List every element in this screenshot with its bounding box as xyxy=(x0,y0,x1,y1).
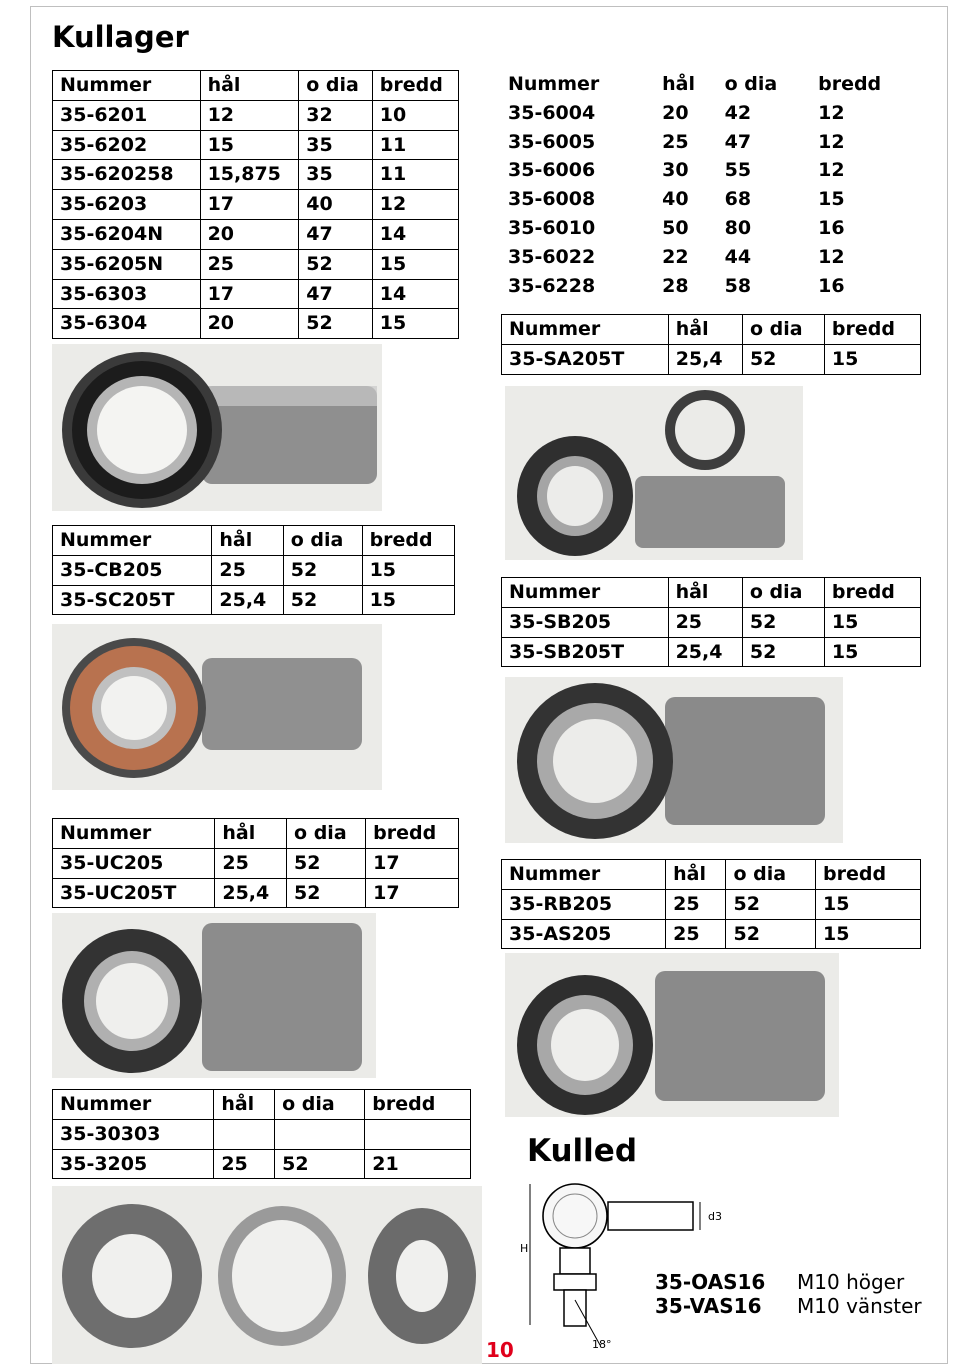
table-row xyxy=(53,100,459,130)
table-cell: 25 xyxy=(212,555,283,585)
table-cell: 35-6203 xyxy=(53,190,201,220)
table-row xyxy=(53,878,459,908)
table-cell: 35-6204N xyxy=(53,219,201,249)
table-cell: 30 xyxy=(662,159,689,182)
table-cell: 25 xyxy=(666,889,726,919)
column-header: Nummer xyxy=(502,315,669,345)
bearing-table-60-series xyxy=(501,70,921,300)
table-cell: 35-30303 xyxy=(53,1119,214,1149)
table-cell: 35-SC205T xyxy=(53,585,212,615)
table-cell: 42 xyxy=(724,101,752,124)
table-cell: 15 xyxy=(372,309,458,339)
table-cell: 35-6004 xyxy=(508,101,596,124)
table-cell: 35-SB205 xyxy=(502,607,669,637)
table-cell: 12 xyxy=(818,245,845,268)
table-cell: 35-6303 xyxy=(53,279,201,309)
table-cell: 35-6006 xyxy=(508,159,596,182)
table-row xyxy=(501,243,921,272)
column-header: bredd xyxy=(824,315,920,345)
table-cell: 52 xyxy=(299,249,373,279)
table-cell: 35 xyxy=(299,160,373,190)
photo-bearing-rb205 xyxy=(505,953,839,1117)
table-cell: 17 xyxy=(200,190,299,220)
bearing-table-uc205 xyxy=(52,818,459,908)
bearing-table-sb205 xyxy=(501,577,921,667)
column-header: o dia xyxy=(724,73,778,95)
table-cell: 35-6228 xyxy=(508,274,596,297)
table-cell: 17 xyxy=(200,279,299,309)
table-header-row xyxy=(502,578,921,608)
column-header: o dia xyxy=(287,819,366,849)
column-header: hål xyxy=(212,526,283,556)
table-row xyxy=(502,889,921,919)
table-cell: 35-UC205 xyxy=(53,848,215,878)
table-cell: 21 xyxy=(365,1149,471,1179)
table-cell: 35-3205 xyxy=(53,1149,214,1179)
column-header: o dia xyxy=(726,860,816,890)
table-cell: 47 xyxy=(299,219,373,249)
table-cell: 32 xyxy=(299,100,373,130)
kulled-title: Kulled xyxy=(527,1133,638,1169)
table-row xyxy=(53,279,459,309)
h-label: H xyxy=(520,1242,529,1255)
table-cell: 15 xyxy=(824,607,920,637)
table-row xyxy=(53,848,459,878)
table-cell: 52 xyxy=(742,607,824,637)
table-cell: 47 xyxy=(299,279,373,309)
table-cell: 50 xyxy=(662,216,689,239)
table-row xyxy=(53,555,455,585)
table-row xyxy=(502,919,921,949)
column-header: hål xyxy=(662,73,695,95)
table-cell: 52 xyxy=(283,585,362,615)
angle-label: 18° xyxy=(592,1338,612,1351)
table-cell: 52 xyxy=(275,1149,365,1179)
table-cell: 25 xyxy=(214,1149,275,1179)
d3-label: d3 xyxy=(708,1210,722,1223)
column-header: bredd xyxy=(818,73,882,95)
column-header: bredd xyxy=(372,71,458,101)
ball-joint-diagram xyxy=(520,1180,730,1355)
table-row xyxy=(53,190,459,220)
table-cell: 22 xyxy=(662,245,689,268)
table-cell: 52 xyxy=(283,555,362,585)
table-cell xyxy=(365,1119,471,1149)
table-header-row xyxy=(53,526,455,556)
table-cell: 15 xyxy=(824,637,920,667)
table-cell: 12 xyxy=(200,100,299,130)
column-header: Nummer xyxy=(502,860,666,890)
table-cell: 15 xyxy=(818,188,845,211)
column-header: o dia xyxy=(275,1090,365,1120)
table-cell: 35-SA205T xyxy=(502,344,669,374)
table-row xyxy=(501,156,921,185)
table-cell: 35-6022 xyxy=(508,245,596,268)
table-row xyxy=(501,214,921,243)
table-cell: 35-620258 xyxy=(53,160,201,190)
table-cell: 35-6205N xyxy=(53,249,201,279)
table-cell: 15 xyxy=(362,585,454,615)
table-cell: 25 xyxy=(668,607,742,637)
bearing-table-cb205 xyxy=(52,525,455,615)
kulled-desc: M10 höger xyxy=(797,1270,905,1294)
table-cell: 20 xyxy=(200,309,299,339)
table-cell: 15 xyxy=(816,919,921,949)
column-header: bredd xyxy=(362,526,454,556)
table-row xyxy=(502,607,921,637)
table-cell: 52 xyxy=(726,919,816,949)
column-header: hål xyxy=(215,819,287,849)
column-header: hål xyxy=(200,71,299,101)
table-header-row xyxy=(53,819,459,849)
table-cell: 25 xyxy=(666,919,726,949)
table-cell: 35-CB205 xyxy=(53,555,212,585)
table-cell: 52 xyxy=(726,889,816,919)
table-cell: 35-6304 xyxy=(53,309,201,339)
column-header: bredd xyxy=(365,1090,471,1120)
table-cell: 11 xyxy=(372,130,458,160)
table-cell: 12 xyxy=(372,190,458,220)
table-cell: 10 xyxy=(372,100,458,130)
bearing-table-tapered xyxy=(52,1089,471,1179)
table-cell: 25,4 xyxy=(215,878,287,908)
column-header: bredd xyxy=(824,578,920,608)
table-header-row xyxy=(53,1090,471,1120)
column-header: Nummer xyxy=(508,73,600,95)
table-cell: 44 xyxy=(724,245,752,268)
table-cell: 52 xyxy=(287,878,366,908)
table-cell: 25 xyxy=(200,249,299,279)
column-header: Nummer xyxy=(53,1090,214,1120)
table-row xyxy=(502,344,921,374)
table-cell: 35-UC205T xyxy=(53,878,215,908)
kulled-row-1 xyxy=(655,1270,904,1294)
table-cell: 15 xyxy=(362,555,454,585)
table-cell: 52 xyxy=(287,848,366,878)
table-cell: 20 xyxy=(662,101,689,124)
table-cell: 15 xyxy=(816,889,921,919)
bearing-table-sa205t xyxy=(501,314,921,375)
table-cell: 17 xyxy=(366,878,459,908)
table-cell: 16 xyxy=(818,216,845,239)
table-cell: 25,4 xyxy=(212,585,283,615)
column-header: bredd xyxy=(366,819,459,849)
table-cell: 25,4 xyxy=(668,637,742,667)
table-cell: 58 xyxy=(724,274,752,297)
table-row xyxy=(53,219,459,249)
column-header: o dia xyxy=(283,526,362,556)
table-cell: 40 xyxy=(299,190,373,220)
table-cell: 14 xyxy=(372,219,458,249)
table-cell: 35-6201 xyxy=(53,100,201,130)
table-cell: 15 xyxy=(200,130,299,160)
table-cell: 68 xyxy=(724,188,752,211)
table-cell: 35-6202 xyxy=(53,130,201,160)
table-cell: 35-6005 xyxy=(508,130,596,153)
column-header: o dia xyxy=(742,315,824,345)
photo-bearing-sb205 xyxy=(505,677,843,843)
table-cell: 25,4 xyxy=(668,344,742,374)
table-header-row xyxy=(501,70,921,99)
table-cell: 52 xyxy=(742,637,824,667)
table-header-row xyxy=(502,860,921,890)
kulled-code: 35-OAS16 xyxy=(655,1270,766,1294)
table-row xyxy=(53,130,459,160)
table-header-row xyxy=(502,315,921,345)
table-cell: 25 xyxy=(662,130,689,153)
photo-bearing-sa205t xyxy=(505,386,803,560)
column-header: hål xyxy=(214,1090,275,1120)
table-row xyxy=(501,185,921,214)
table-header-row xyxy=(53,71,459,101)
table-cell: 11 xyxy=(372,160,458,190)
table-cell: 80 xyxy=(724,216,752,239)
bearing-table-rb205 xyxy=(501,859,921,949)
table-cell: 12 xyxy=(818,159,845,182)
table-row xyxy=(501,99,921,128)
photo-tapered-bearing xyxy=(52,1186,482,1364)
column-header: hål xyxy=(666,860,726,890)
photo-bearing-cb205 xyxy=(52,624,382,790)
table-cell: 47 xyxy=(724,130,752,153)
table-cell: 35-6010 xyxy=(508,216,596,239)
table-cell: 12 xyxy=(818,101,845,124)
table-cell: 35-SB205T xyxy=(502,637,669,667)
table-cell xyxy=(214,1119,275,1149)
table-cell: 28 xyxy=(662,274,689,297)
table-row xyxy=(53,1149,471,1179)
column-header: o dia xyxy=(742,578,824,608)
column-header: hål xyxy=(668,315,742,345)
table-cell: 16 xyxy=(818,274,845,297)
table-row xyxy=(501,128,921,157)
column-header: Nummer xyxy=(53,819,215,849)
table-cell: 55 xyxy=(724,159,752,182)
column-header: bredd xyxy=(816,860,921,890)
table-row xyxy=(53,160,459,190)
table-cell: 12 xyxy=(818,130,845,153)
table-cell: 40 xyxy=(662,188,689,211)
table-row xyxy=(501,272,921,301)
table-cell: 52 xyxy=(742,344,824,374)
table-row xyxy=(53,585,455,615)
table-row xyxy=(53,309,459,339)
table-cell: 17 xyxy=(366,848,459,878)
kulled-code: 35-VAS16 xyxy=(655,1294,762,1318)
table-cell: 52 xyxy=(299,309,373,339)
page-title: Kullager xyxy=(52,20,189,54)
table-cell: 15 xyxy=(372,249,458,279)
table-cell: 35-RB205 xyxy=(502,889,666,919)
column-header: Nummer xyxy=(502,578,669,608)
photo-bearing-62 xyxy=(52,344,382,511)
table-row xyxy=(502,637,921,667)
page-number: 10 xyxy=(486,1338,514,1362)
column-header: hål xyxy=(668,578,742,608)
column-header: Nummer xyxy=(53,71,201,101)
table-cell: 20 xyxy=(200,219,299,249)
table-cell: 14 xyxy=(372,279,458,309)
table-cell xyxy=(275,1119,365,1149)
photo-bearing-uc205 xyxy=(52,913,376,1078)
column-header: Nummer xyxy=(53,526,212,556)
table-row xyxy=(53,249,459,279)
kulled-row-2 xyxy=(655,1294,922,1318)
table-cell: 35 xyxy=(299,130,373,160)
kulled-desc: M10 vänster xyxy=(797,1294,922,1318)
table-row xyxy=(53,1119,471,1149)
table-cell: 35-AS205 xyxy=(502,919,666,949)
bearing-table-62-series xyxy=(52,70,459,339)
table-cell: 35-6008 xyxy=(508,188,596,211)
table-cell: 15,875 xyxy=(200,160,299,190)
column-header: o dia xyxy=(299,71,373,101)
table-cell: 25 xyxy=(215,848,287,878)
table-cell: 15 xyxy=(824,344,920,374)
